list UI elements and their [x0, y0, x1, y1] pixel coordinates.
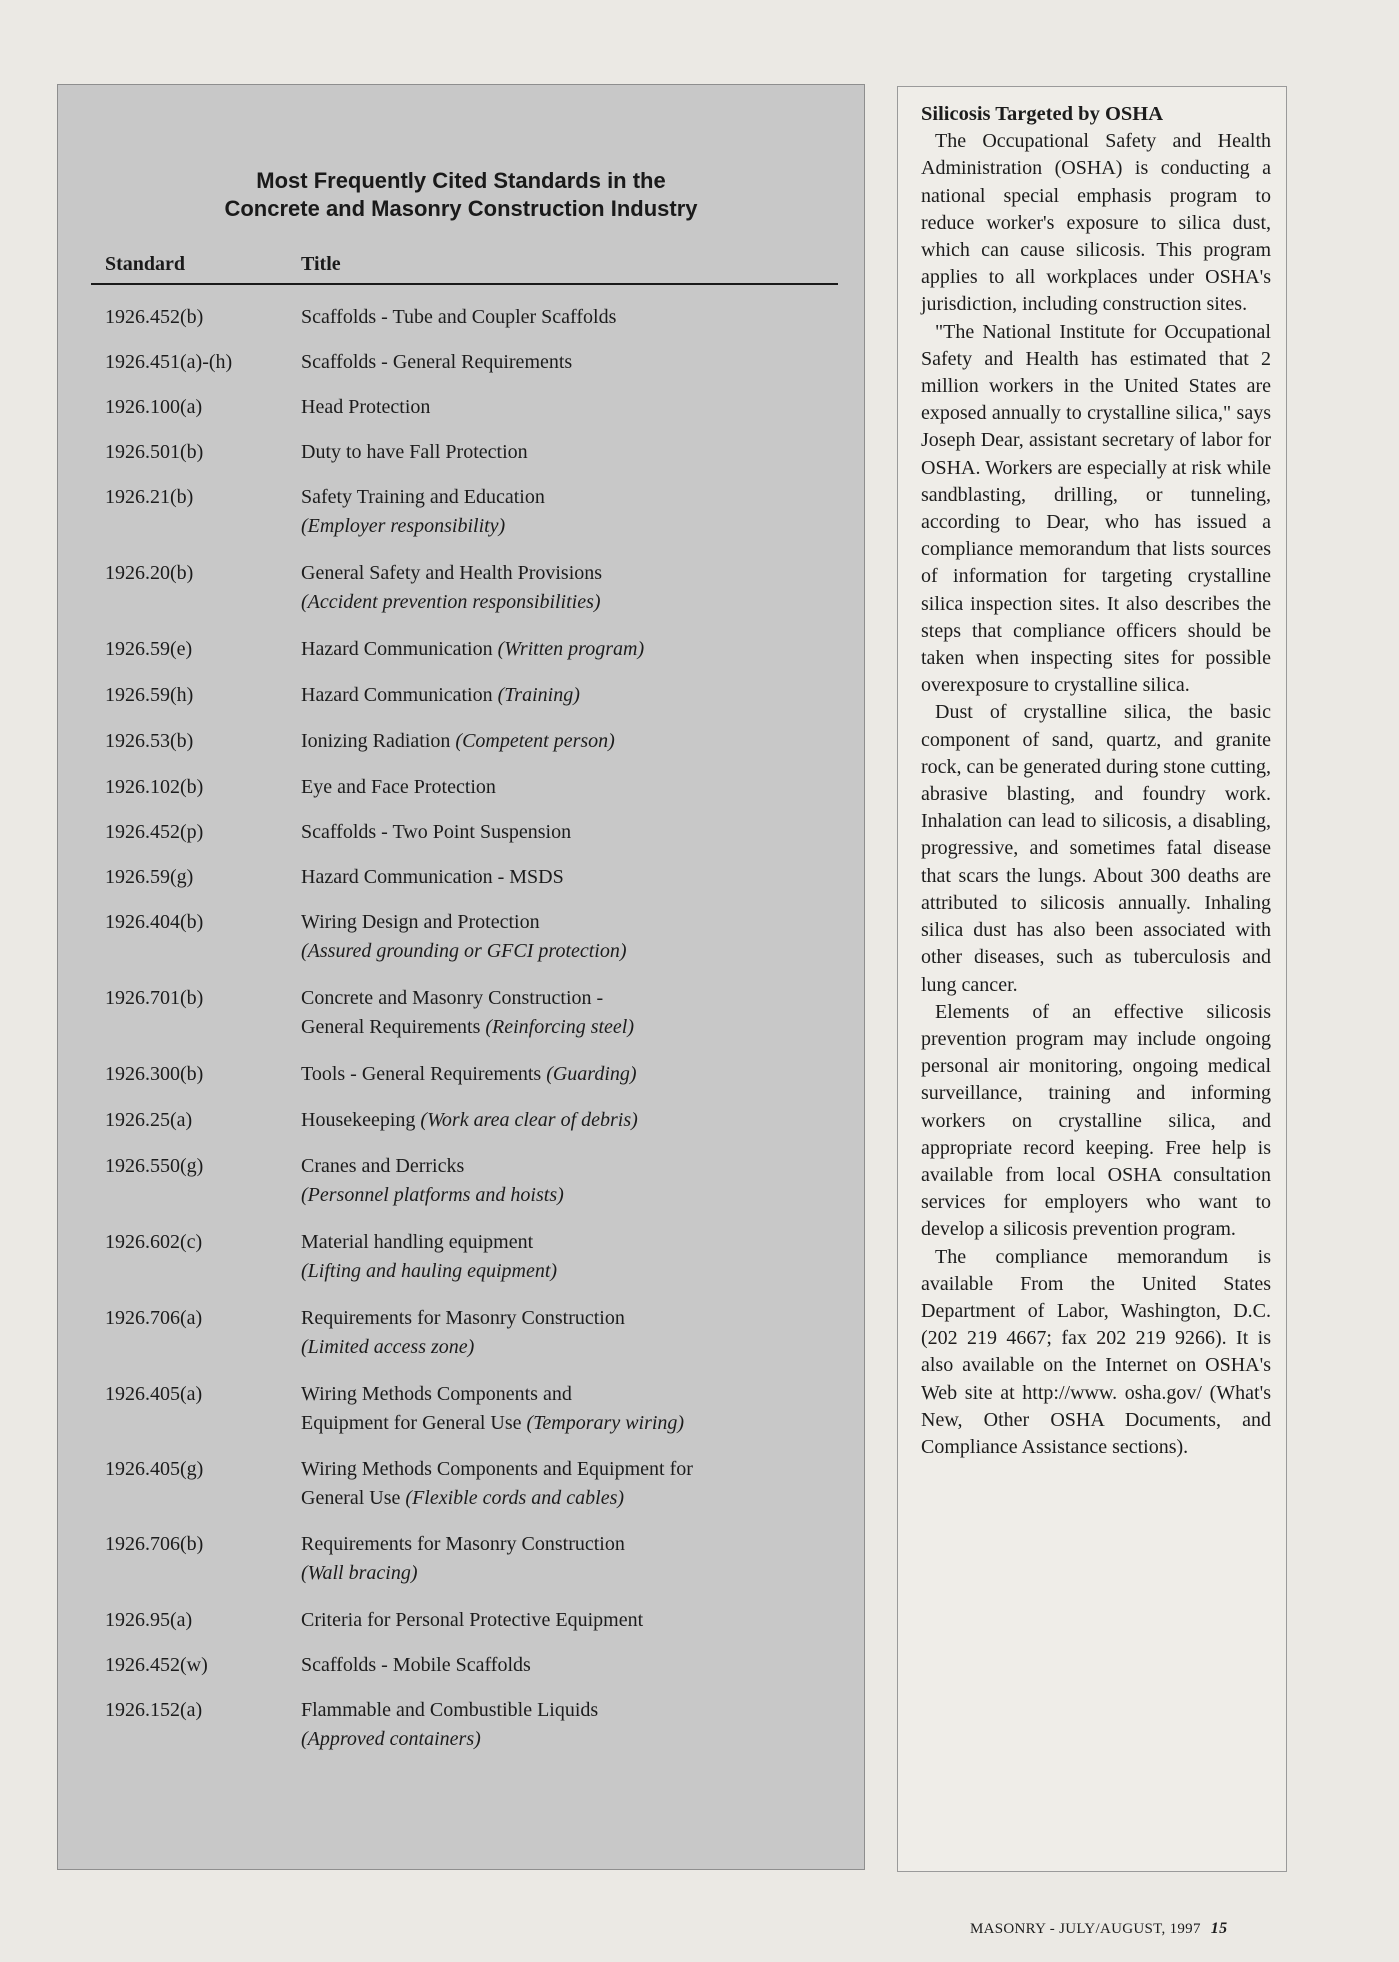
standard-code: 1926.501(b): [105, 441, 204, 463]
title-text: Flammable and Combustible Liquids: [301, 1699, 599, 1721]
standard-code: 1926.300(b): [105, 1063, 204, 1085]
standard-code: 1926.102(b): [105, 776, 204, 798]
sidebar-paragraph: Dust of crystalline silica, the basic component of sand, quartz, and granite rock, can be generated during stone cutting, abrasive blasting, and foundry work. Inhalation can lead to silicosis, a disabling, progressive, and sometimes fatal disease that scars the lungs. About 300 deaths are attributed to silicosis annually. Inhaling silica dust has also been associated with other diseases, such as tuberculosis and lung cancer.: [921, 701, 1271, 996]
title-note: (Personnel platforms and hoists): [301, 1184, 564, 1206]
standard-code: 1926.21(b): [105, 486, 194, 508]
sidebar-paragraph: "The National Institute for Occupational Safety and Health has estimated that 2 million workers in the United States are exposed annually to crystalline silica," says Joseph Dear, assistant secretary of labor for OSHA. Workers are especially at risk while sandblasting, drilling, or tunneling, according to Dear, who has issued a compliance memorandum that lists sources of information for targeting crystalline silica inspection sites. It also describes the steps that compliance officers should be taken when inspecting sites for possible overexposure to crystalline silica.: [921, 320, 1271, 697]
standard-code: 1926.59(h): [105, 684, 194, 706]
table-title: Most Frequently Cited Standards in the Concrete and Masonry Construction Industry: [224, 168, 698, 221]
title-text: Ionizing Radiation: [301, 730, 451, 752]
standard-code: 1926.701(b): [105, 987, 204, 1009]
standard-code: 1926.602(c): [105, 1231, 203, 1253]
standard-title: [301, 1455, 861, 1513]
title-text: Criteria for Personal Protective Equipment: [301, 1609, 644, 1631]
standard-title: [301, 1380, 861, 1438]
standard-code: 1926.404(b): [105, 911, 204, 933]
title-note: (Flexible cords and cables): [405, 1487, 625, 1509]
standard-title: [301, 863, 861, 892]
title-note: (Guarding): [546, 1063, 637, 1085]
header-rule: [91, 283, 838, 285]
title-text: Material handling equipment: [301, 1231, 534, 1253]
title-note: (Temporary wiring): [526, 1412, 685, 1434]
standard-title: [301, 1606, 861, 1635]
title-text: Safety Training and Education: [301, 486, 545, 508]
standard-code: 1926.59(g): [105, 866, 194, 888]
title-note: (Assured grounding or GFCI protection): [301, 940, 627, 962]
title-text: Scaffolds - Two Point Suspension: [301, 821, 572, 843]
title-text: Tools - General Requirements: [301, 1063, 542, 1085]
standard-title: [301, 483, 861, 541]
title-text: Housekeeping: [301, 1109, 416, 1131]
title-text: Hazard Communication: [301, 684, 493, 706]
standard-code: 1926.452(p): [105, 821, 204, 843]
title-text: Scaffolds - Tube and Coupler Scaffolds: [301, 306, 617, 328]
standard-title: [301, 393, 861, 422]
title-text: Wiring Design and Protection: [301, 911, 540, 933]
standard-title: [301, 1304, 861, 1362]
title-text: Scaffolds - General Requirements: [301, 351, 573, 373]
standard-title: [301, 773, 861, 802]
title-text: Wiring Methods Components and Equipment for: [301, 1458, 693, 1480]
standard-title: [301, 1152, 861, 1210]
standard-code: 1926.706(b): [105, 1533, 204, 1555]
page-number: 15: [1210, 1920, 1228, 1937]
title-note: (Employer responsibility): [301, 515, 506, 537]
sidebar-title: Silicosis Targeted by OSHA: [921, 103, 1164, 125]
title-text: Wiring Methods Components and: [301, 1383, 572, 1405]
title-note: (Work area clear of debris): [420, 1109, 638, 1131]
title-text: Cranes and Derricks: [301, 1155, 465, 1177]
title-note: (Written program): [497, 638, 645, 660]
standard-code: 1926.706(a): [105, 1307, 203, 1329]
standard-title: [301, 1696, 861, 1754]
standard-code: 1926.405(a): [105, 1383, 203, 1405]
standard-title: [301, 908, 861, 966]
title-text: Requirements for Masonry Construction: [301, 1533, 625, 1555]
title-text: Requirements for Masonry Construction: [301, 1307, 625, 1329]
title-text-line2: General Use: [301, 1487, 401, 1509]
standard-title: [301, 1060, 861, 1089]
standard-title: [301, 1651, 861, 1680]
standard-code: 1926.95(a): [105, 1609, 193, 1631]
standard-code: 1926.53(b): [105, 730, 194, 752]
standard-code: 1926.452(w): [105, 1654, 208, 1676]
standard-title: [301, 681, 861, 710]
title-text: Head Protection: [301, 396, 431, 418]
title-text: Hazard Communication: [301, 638, 493, 660]
standard-title: [301, 348, 861, 377]
standard-title: [301, 727, 861, 756]
standard-code: 1926.405(g): [105, 1458, 204, 1480]
title-text-line2: General Requirements: [301, 1016, 481, 1038]
standard-title: [301, 303, 861, 332]
standard-code: 1926.20(b): [105, 562, 194, 584]
standard-title: [301, 438, 861, 467]
title-text: General Safety and Health Provisions: [301, 562, 603, 584]
standard-title: [301, 559, 861, 617]
title-text: Concrete and Masonry Construction -: [301, 987, 604, 1009]
standard-title: [301, 1228, 861, 1286]
title-note: (Accident prevention responsibilities): [301, 591, 601, 613]
standard-code: 1926.152(a): [105, 1699, 203, 1721]
column-header-title: Title: [301, 253, 341, 275]
standard-code: 1926.59(e): [105, 638, 193, 660]
title-note: (Training): [497, 684, 580, 706]
title-text: Duty to have Fall Protection: [301, 441, 528, 463]
title-note: (Competent person): [455, 730, 615, 752]
sidebar-article: [897, 86, 1287, 1872]
standard-title: [301, 984, 861, 1042]
standard-code: 1926.25(a): [105, 1109, 193, 1131]
standard-code: 1926.550(g): [105, 1155, 204, 1177]
title-text-line2: Equipment for General Use: [301, 1412, 522, 1434]
footer-publication: MASONRY - JULY/AUGUST, 1997: [970, 1921, 1201, 1937]
sidebar-paragraph: The Occupational Safety and Health Administration (OSHA) is conducting a national special emphasis program to reduce worker's exposure to silica dust, which can cause silicosis. This program applies to all workplaces under OSHA's jurisdiction, including construction sites.: [921, 130, 1271, 316]
title-note: (Lifting and hauling equipment): [301, 1260, 558, 1282]
title-text: Hazard Communication - MSDS: [301, 866, 564, 888]
standard-title: [301, 1530, 861, 1588]
standard-title: [301, 635, 861, 664]
title-text: Scaffolds - Mobile Scaffolds: [301, 1654, 531, 1676]
sidebar-paragraph: The compliance memorandum is available From the United States Department of Labor, Washington, D.C. (202 219 4667; fax 202 219 9266). It is also available on the Internet on OSHA's Web site at http://www. osha.gov/ (What's New, Other OSHA Documents, and Compliance Assistance sections).: [921, 1245, 1271, 1458]
sidebar-paragraph: Elements of an effective silicosis prevention program may include ongoing personal air monitoring, ongoing medical surveillance, training and informing workers on crystalline silica, and appropriate record keeping. Free help is available from local OSHA consultation services for employers who want to develop a silicosis prevention program.: [921, 1000, 1271, 1241]
standard-title: [301, 1106, 861, 1135]
title-note: (Approved containers): [301, 1728, 481, 1750]
page-footer: [970, 1920, 1227, 1938]
standard-code: 1926.452(b): [105, 306, 204, 328]
title-text: Eye and Face Protection: [301, 776, 496, 798]
column-header-standard: Standard: [105, 253, 186, 275]
standard-title: [301, 818, 861, 847]
title-note: (Limited access zone): [301, 1336, 475, 1358]
standards-table-panel: [57, 84, 865, 1870]
standard-code: 1926.451(a)-(h): [105, 351, 233, 373]
title-note: (Reinforcing steel): [485, 1016, 635, 1038]
standard-code: 1926.100(a): [105, 396, 203, 418]
title-note: (Wall bracing): [301, 1562, 418, 1584]
